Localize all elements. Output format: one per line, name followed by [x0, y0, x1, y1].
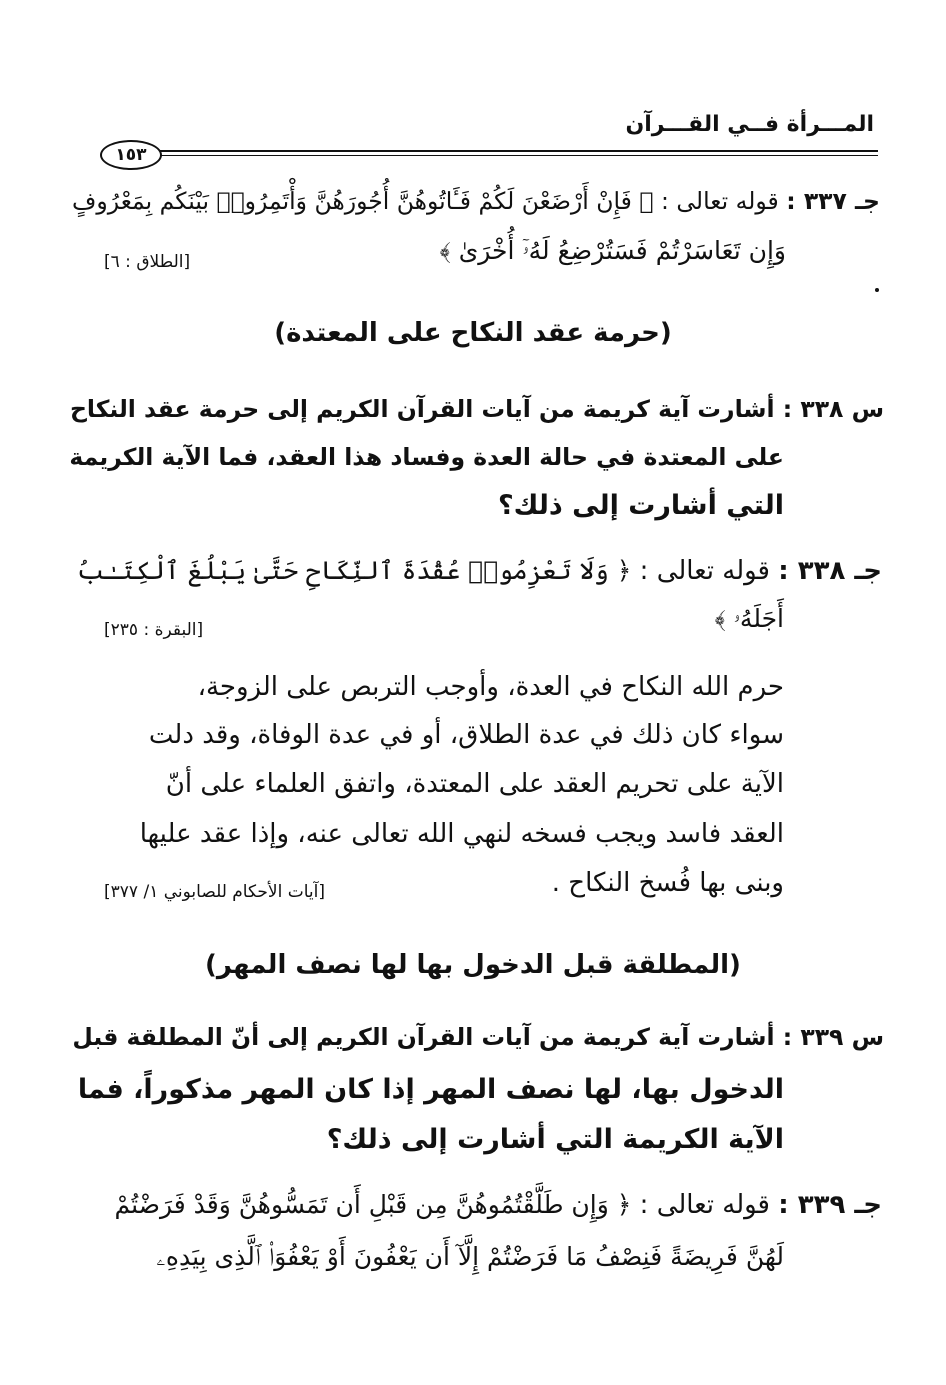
- answer-338-source-reference: [آيات الأحكام للصابوني ١/ ٣٧٧]: [104, 882, 325, 902]
- header-rule: [160, 150, 878, 156]
- question-338-text-1: أشارت آية كريمة من آيات القرآن الكريم إلى حرمة عقد النكاح: [69, 395, 775, 423]
- answer-339-verse-2: لَهُنَّ فَرِيضَةً فَنِصْفُ مَا فَرَضْتُمْ إِلَّآ أَن يَعْفُونَ أَوْ يَعْفُوَا۟ ٱلَّذِى بِيَدِهِۦ: [156, 1242, 784, 1271]
- answer-337-verse-2: وَإِن تَعَاسَرْتُمْ فَسَتُرْضِعُ لَهُۥٓ أُخْرَىٰ ﴾: [439, 236, 786, 265]
- answer-337-marker: جـ ٣٣٧ :: [786, 187, 880, 215]
- answer-337-reference: [الطلاق : ٦]: [104, 252, 191, 272]
- running-header-title: المـــرأة فــي القـــرآن: [625, 112, 874, 137]
- question-339-text-1: أشارت آية كريمة من آيات القرآن الكريم إلى أنّ المطلقة قبل: [72, 1023, 775, 1051]
- answer-338-para-5: وبنى بها فُسخ النكاح .: [551, 868, 784, 898]
- answer-339-marker: جـ ٣٣٩ :: [778, 1190, 882, 1220]
- section-heading-1: (حرمة عقد النكاح على المعتدة): [274, 318, 672, 348]
- answer-338-para-3: الآية على تحريم العقد على المعتدة، واتفق العلماء على أنّ: [165, 769, 784, 799]
- answer-338-para-2: سواء كان ذلك في عدة الطلاق، أو في عدة الوفاة، وقد دلت: [148, 720, 784, 750]
- answer-337-line-2: [440, 234, 786, 268]
- answer-338-para-4: العقد فاسد ويجب فسخه لنهي الله تعالى عنه، وإذا عقد عليها: [139, 819, 784, 849]
- section-heading-2: (المطلقة قبل الدخول بها لها نصف المهر): [205, 950, 741, 980]
- answer-338-line-1: [77, 554, 882, 588]
- question-338-text-3: التي أشارت إلى ذلك؟: [497, 490, 784, 521]
- answer-338-reference: [البقرة : ٢٣٥]: [104, 620, 204, 640]
- answer-339-verse-1: ﴿ وَإِن طَلَّقْتُمُوهُنَّ مِن قَبْلِ أَن تَمَسُّوهُنَّ وَقَدْ فَرَضْتُمْ: [114, 1190, 632, 1219]
- question-339-text-3: الآية الكريمة التي أشارت إلى ذلك؟: [326, 1124, 784, 1155]
- question-339-line-1: [72, 1020, 884, 1054]
- answer-338-verse-2-text: أَجَلَهُۥ ﴾: [714, 604, 784, 633]
- question-338-text-2: على المعتدة في حالة العدة وفساد هذا العقد، فما الآية الكريمة: [69, 443, 784, 471]
- question-338-marker: س ٣٣٨ :: [782, 395, 884, 423]
- question-339-text-2: الدخول بها، لها نصف المهر إذا كان المهر مذكوراً، فما: [77, 1074, 784, 1105]
- answer-338-marker: جـ ٣٣٨ :: [778, 556, 882, 586]
- question-339-marker: س ٣٣٩ :: [782, 1023, 884, 1051]
- page-number: ١٥٣: [100, 140, 162, 170]
- answer-338-verse-2: [715, 602, 784, 636]
- answer-339-lead: قوله تعالى :: [639, 1190, 770, 1220]
- answer-337-line-1: [72, 184, 880, 218]
- stray-dot: [875, 288, 879, 292]
- answer-337-lead: قوله تعالى :: [660, 187, 779, 215]
- answer-337-verse-1: ﴿ فَإِنْ أَرْضَعْنَ لَكُمْ فَـَٔاتُوهُنَّ أُجُورَهُنَّ وَأْتَمِرُوا۟ بَيْنَكُم بِمَعْرُوفٍ: [72, 187, 654, 215]
- answer-339-line-1: [115, 1188, 882, 1222]
- question-338-line-1: [70, 392, 884, 426]
- answer-338-lead: قوله تعالى :: [639, 556, 770, 586]
- answer-339-line-2: [156, 1240, 784, 1274]
- answer-338-para-1: حرم الله النكاح في العدة، وأوجب التربص على الزوجة،: [197, 672, 784, 702]
- answer-338-verse-1: ﴿ وَلَا تَعْزِمُوا۟ عُقْدَةَ ٱلنِّكَاحِ حَتَّىٰ يَبْلُغَ ٱلْكِتَـٰبُ: [77, 556, 632, 585]
